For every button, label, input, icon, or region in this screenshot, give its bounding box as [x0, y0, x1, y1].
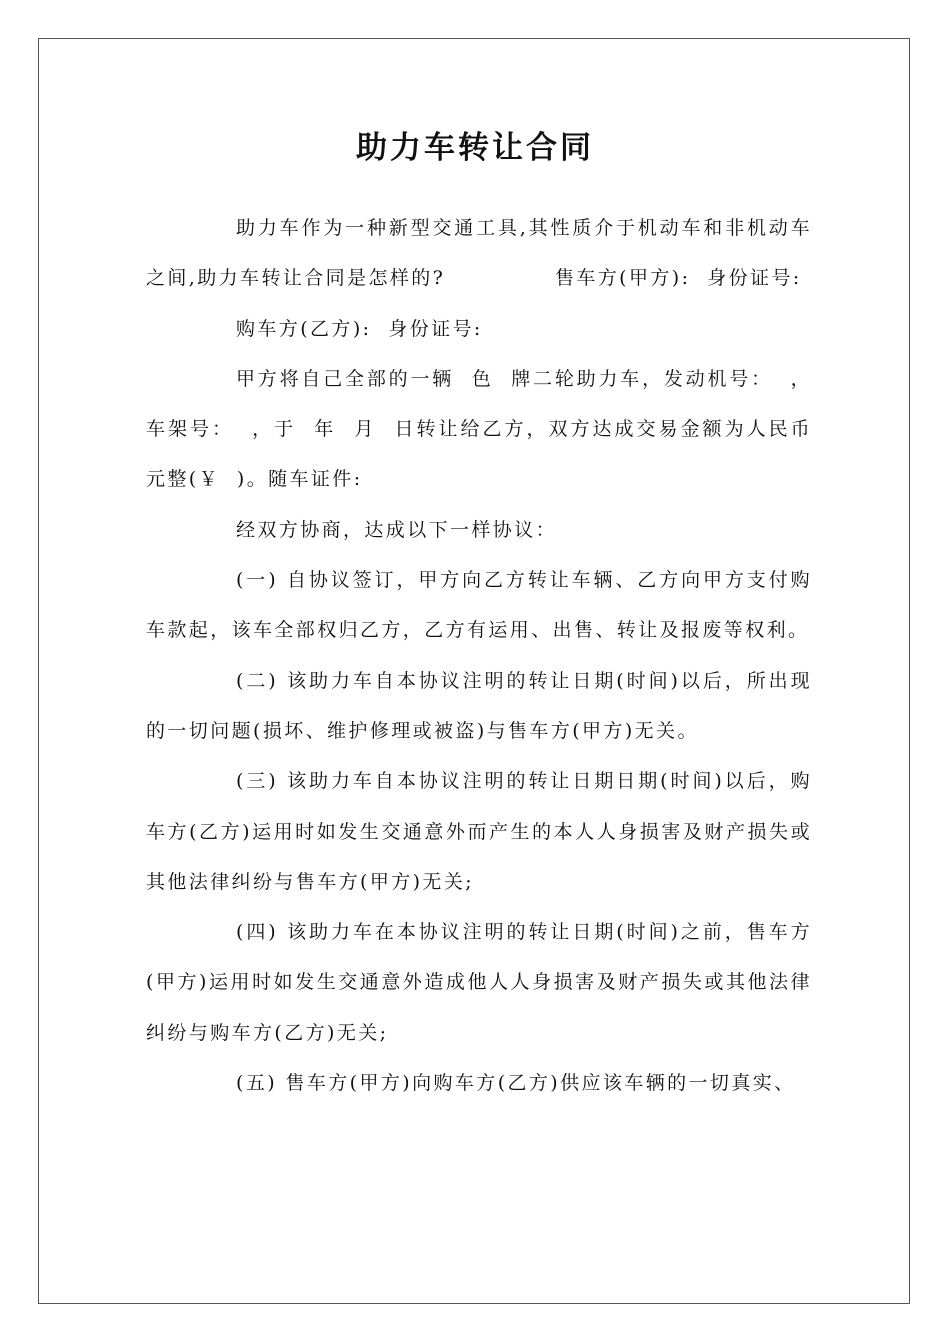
document-title: 助力车转让合同 [356, 130, 594, 166]
clause-1: (一) 自协议签订，甲方向乙方转让车辆、乙方向甲方支付购车款起，该车全部权归乙方，乙方有运用、出售、转让及报废等权利。 [146, 569, 812, 642]
paragraph-intro: 助力车作为一种新型交通工具,其性质介于机动车和非机动车之间,助力车转让合同是怎样的? 售车方(甲方): 身份证号: [146, 217, 812, 290]
paragraph-agreement-intro: 经双方协商，达成以下一样协议： [236, 518, 558, 541]
clause-3: (三) 该助力车自本协议注明的转让日期日期(时间)以后，购车方(乙方)运用时如发生交通意外而产生的本人人身损害及财产损失或其他法律纠纷与售车方(甲方)无关; [146, 770, 812, 893]
paragraph-buyer: 购车方(乙方): 身份证号: [236, 317, 483, 340]
clause-4: (四) 该助力车在本协议注明的转让日期(时间)之前，售车方(甲方)运用时如发生交通意外造成他人人身损害及财产损失或其他法律纠纷与购车方(乙方)无关; [146, 921, 812, 1044]
clause-2: (二) 该助力车自本协议注明的转让日期(时间)以后，所出现的一切问题(损坏、维护修理或被盗)与售车方(甲方)无关。 [146, 669, 812, 742]
paragraph-vehicle-info: 甲方将自己全部的一辆 色 牌二轮助力车，发动机号： ，车架号： ，于 年 月 日转让给乙方，双方达成交易金额为人民币 元整(￥ )。随车证件: [146, 367, 829, 491]
document-body [146, 203, 829, 1108]
clause-5: (五) 售车方(甲方)向购车方(乙方)供应该车辆的一切真实、 [236, 1072, 796, 1095]
